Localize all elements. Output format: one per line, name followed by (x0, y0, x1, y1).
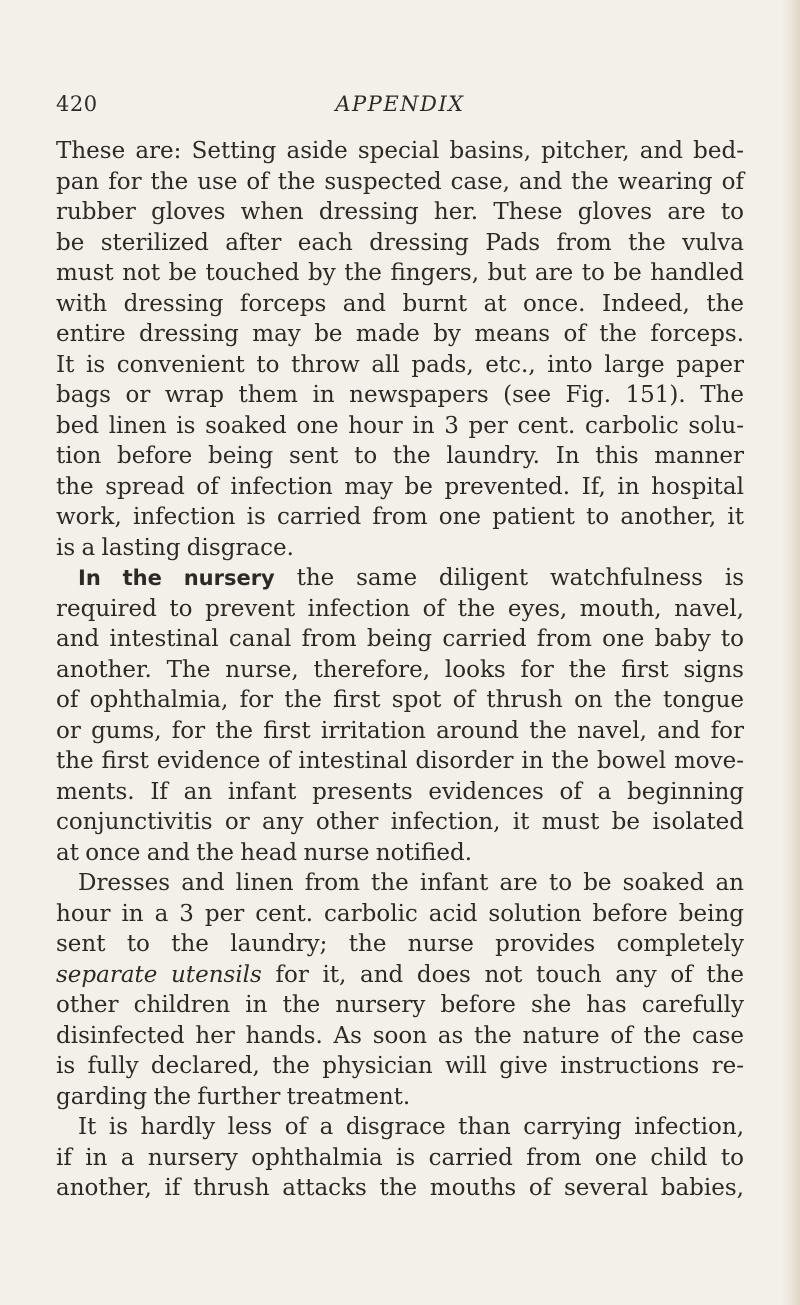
mixed-style-line (56, 960, 744, 991)
text-line: entire dressing may be made by means of the forceps. (56, 321, 744, 347)
bold-lead-in: In the nursery (78, 566, 275, 590)
text-line: at once and the head nurse notified. (56, 839, 473, 866)
text-line: is fully declared, the physician will give instructions re- (56, 1053, 744, 1079)
text-line: bags or wrap them in newspapers (see Fig. 151). The (56, 382, 744, 408)
text-line: with dressing forceps and burnt at once. Indeed, the (56, 290, 744, 317)
text-line: the spread of infection may be prevented. If, in hospital (56, 473, 744, 500)
text-line: the first evidence of intestinal disorder in the bowel move- (56, 748, 744, 774)
paragraph-start-line (56, 563, 744, 594)
text-line: rubber gloves when dressing her. These gloves are to (56, 199, 744, 225)
body-text (56, 136, 744, 1204)
text-line: another, if thrush attacks the mouths of several babies, (56, 1175, 744, 1201)
text-line: required to prevent infection of the eyes, mouth, navel, (56, 595, 744, 622)
text-line: disinfected her hands. As soon as the nature of the case (56, 1022, 744, 1049)
italic-emphasis: separate utensils (56, 961, 262, 988)
text-line: another. The nurse, therefore, looks for the first signs (56, 656, 744, 683)
page-edge-shadow (782, 0, 800, 1305)
running-head: APPENDIX (335, 92, 465, 116)
text-line: Dresses and linen from the infant are to be soaked an (78, 870, 744, 896)
text-line: pan for the use of the suspected case, and the wearing of (56, 168, 744, 195)
text-line: These are: Setting aside special basins, pitcher, and bed- (56, 138, 744, 164)
text-line: bed linen is soaked one hour in 3 per cent. carbolic solu- (56, 412, 744, 439)
text-line: be sterilized after each dressing Pads from the vulva (56, 229, 744, 256)
text-run: the same diligent watchfulness is (296, 565, 744, 591)
page-number: 420 (56, 92, 98, 116)
text-line: work, infection is carried from one patient to another, it (56, 504, 744, 530)
text-line: conjunctivitis or any other infection, it must be isolated (56, 809, 744, 835)
page-header (56, 92, 744, 122)
text-line: is a lasting disgrace. (56, 534, 294, 561)
text-line: or gums, for the first irritation around the navel, and for (56, 717, 744, 744)
text-line: sent to the laundry; the nurse provides completely (56, 931, 744, 957)
text-line: garding the further treatment. (56, 1083, 411, 1110)
text-line: must not be touched by the fingers, but are to be handled (56, 260, 744, 286)
text-line: It is hardly less of a disgrace than carrying infection, (78, 1114, 744, 1140)
text-line: of ophthalmia, for the first spot of thrush on the tongue (56, 687, 744, 713)
text-line: and intestinal canal from being carried from one baby to (56, 626, 744, 652)
text-line: if in a nursery ophthalmia is carried from one child to (56, 1144, 744, 1171)
text-line: other children in the nursery before she has carefully (56, 992, 744, 1018)
text-line: It is convenient to throw all pads, etc., into large paper (56, 351, 744, 378)
text-line: hour in a 3 per cent. carbolic acid solution before being (56, 900, 744, 927)
text-line: ments. If an infant presents evidences of a beginning (56, 778, 744, 805)
text-line: tion before being sent to the laundry. In this manner (56, 443, 744, 469)
text-run: for it, and does not touch any of the (275, 961, 744, 988)
